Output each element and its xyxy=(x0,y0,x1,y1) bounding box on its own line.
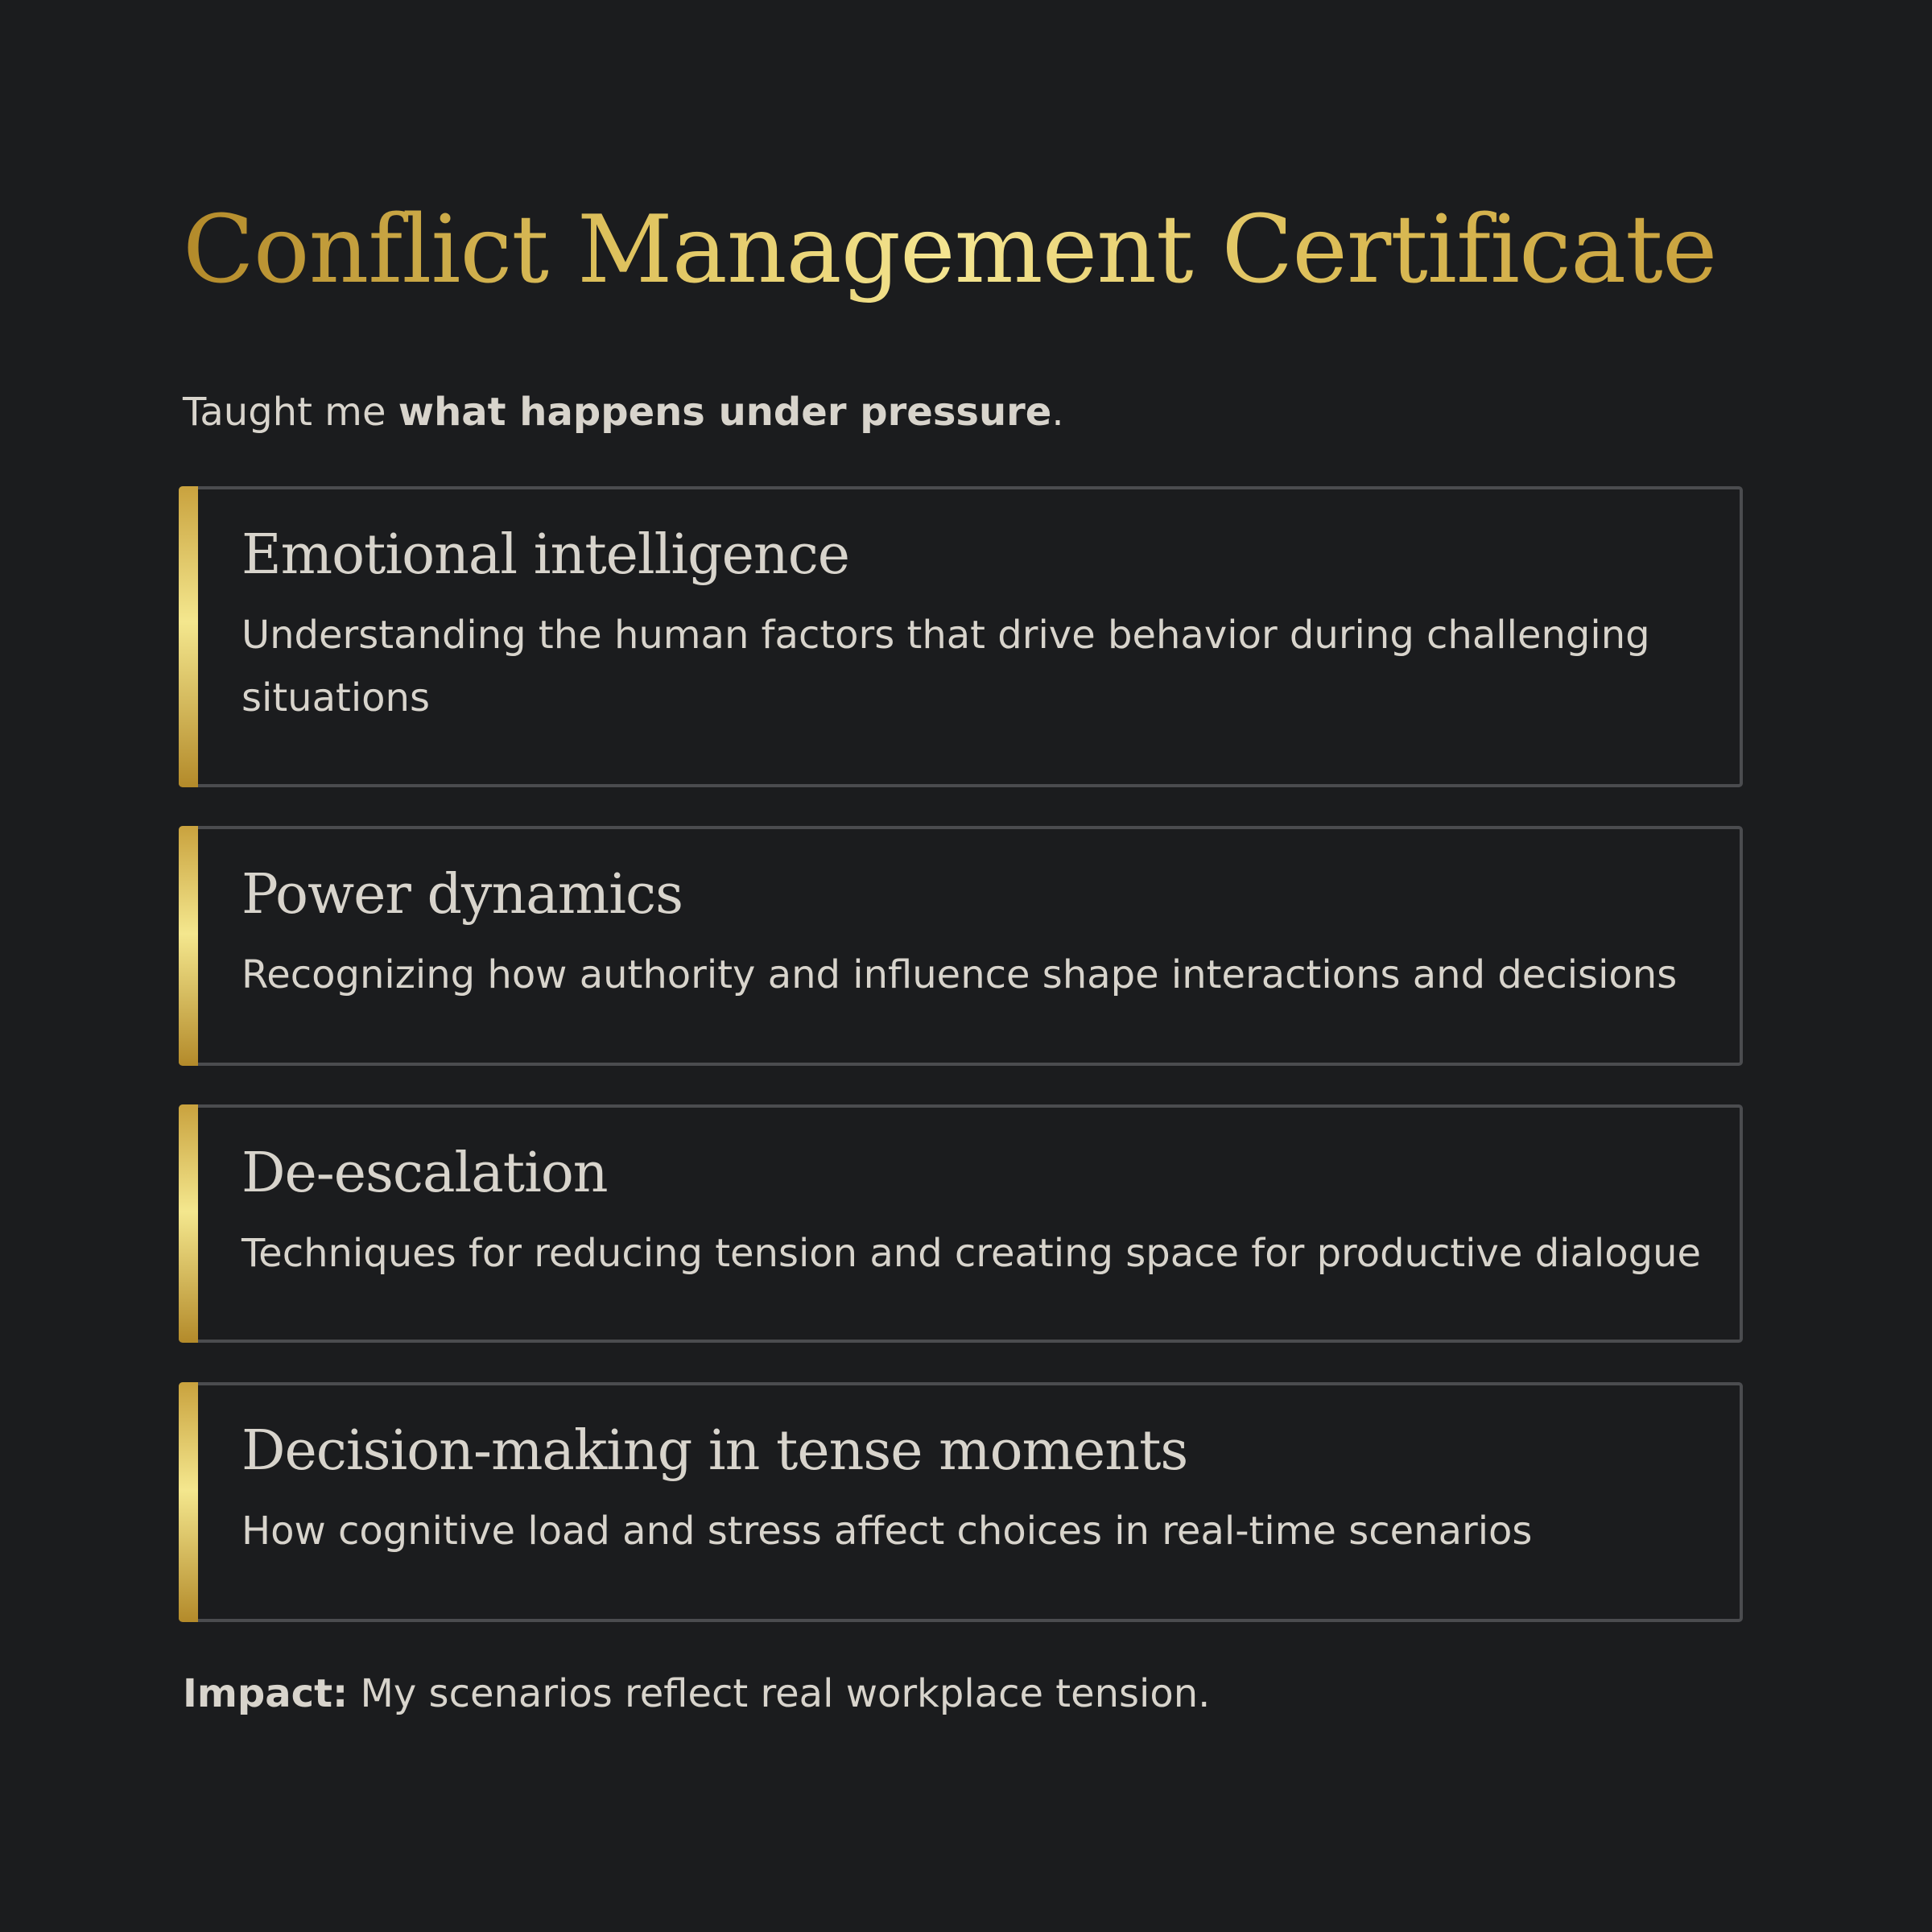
skill-card-decision-making xyxy=(179,1382,1743,1622)
impact-text: My scenarios reflect real workplace tension. xyxy=(348,1671,1211,1716)
card-title: Decision-making in tense moments xyxy=(242,1419,1188,1483)
page-title: Conflict Management Certificate xyxy=(183,190,1716,311)
card-description: Recognizing how authority and influence shape interactions and decisions xyxy=(242,952,1678,997)
card-description: Techniques for reducing tension and creating space for productive dialogue xyxy=(242,1231,1702,1276)
card-title: Emotional intelligence xyxy=(242,523,850,587)
intro-suffix: . xyxy=(1051,390,1064,435)
intro-prefix: Taught me xyxy=(183,390,398,435)
card-description: How cognitive load and stress affect choices in real-time scenarios xyxy=(242,1509,1533,1554)
intro-emphasis: what happens under pressure xyxy=(398,390,1052,435)
skill-card-de-escalation xyxy=(179,1104,1743,1343)
impact-label: Impact: xyxy=(183,1671,349,1716)
intro-text xyxy=(183,386,1064,438)
skill-card-emotional-intelligence xyxy=(179,486,1743,787)
skill-card-power-dynamics xyxy=(179,826,1743,1066)
impact-statement xyxy=(183,1668,1210,1719)
card-title: De-escalation xyxy=(242,1141,608,1205)
card-description: Understanding the human factors that drive behavior during challenging situations xyxy=(242,613,1650,720)
card-title: Power dynamics xyxy=(242,863,683,927)
